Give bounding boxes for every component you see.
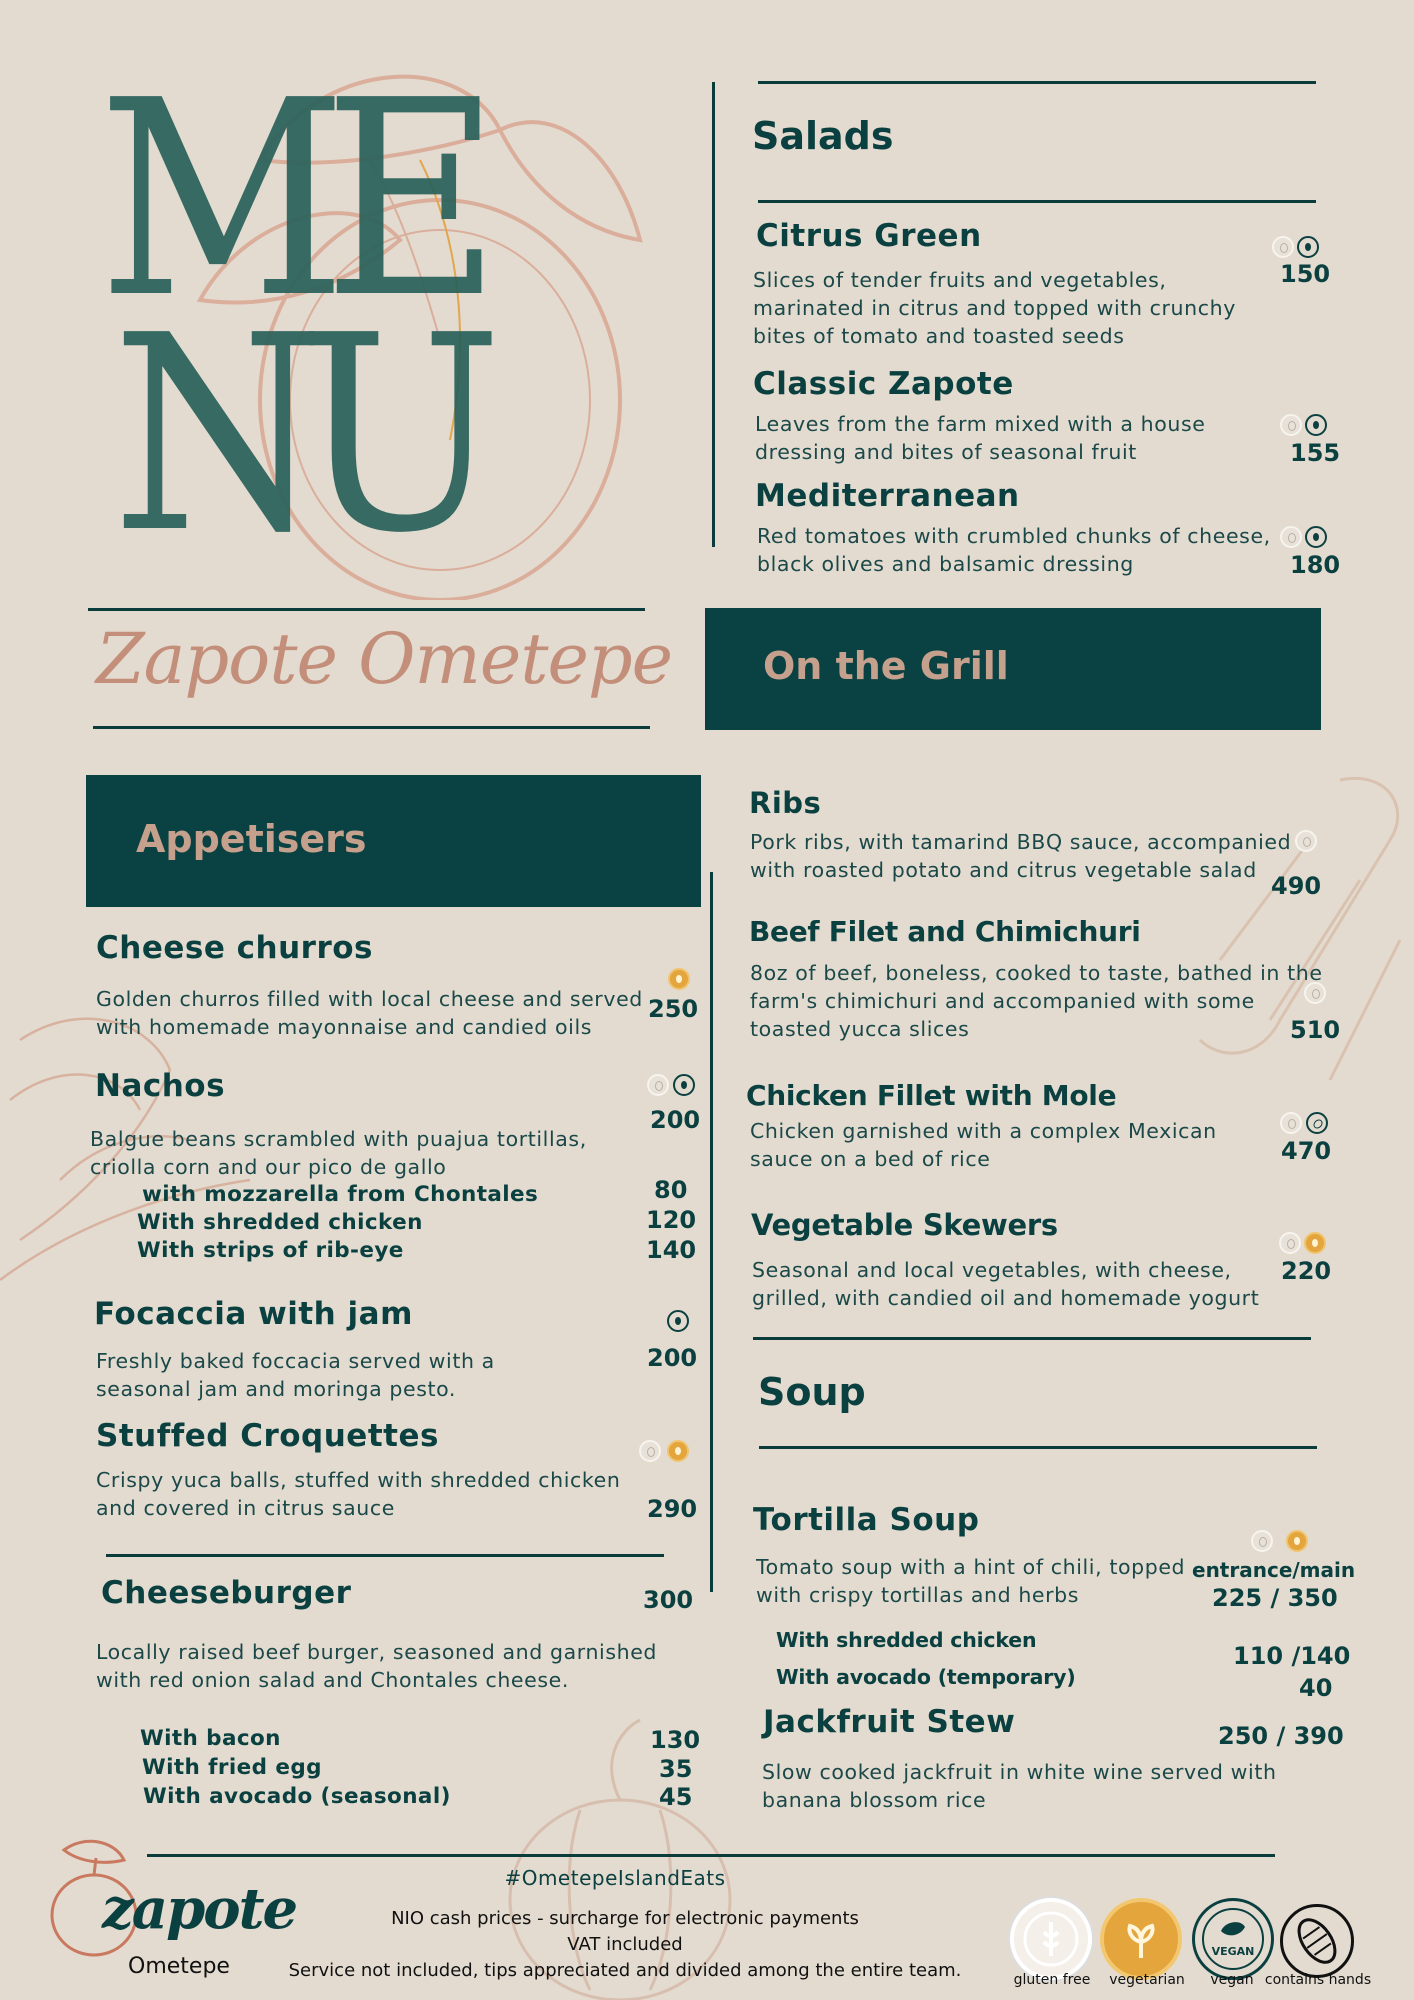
gluten-free-icon <box>1272 236 1294 258</box>
dish-name-cheese-churros: Cheese churros <box>96 930 373 966</box>
desc-tortilla-soup: Tomato soup with a hint of chili, topped with crispy tortillas and herbs <box>756 1555 1186 1607</box>
price-extra-mozzarella: 80 <box>654 1176 688 1204</box>
legend-label-contains-hands: contains hands <box>1264 1972 1372 1988</box>
legend-label-vegan: vegan <box>1210 1972 1254 1988</box>
vegetarian-icon <box>1286 1530 1308 1552</box>
title-rule-bottom <box>93 726 650 729</box>
desc-vegetable-skewers: Seasonal and local vegetables, with cheese, grilled, with candied oil and homemade yogurt <box>752 1258 1260 1310</box>
footer-note-vat: VAT included <box>567 1934 683 1955</box>
grill-heading-band <box>705 608 1321 730</box>
grill-heading: On the Grill <box>763 644 1009 688</box>
dish-name-stuffed-croquettes: Stuffed Croquettes <box>96 1418 439 1454</box>
nuts-icon <box>1306 1112 1328 1134</box>
price-stuffed-croquettes: 290 <box>647 1495 698 1523</box>
soup-rule-bottom <box>759 1446 1317 1449</box>
soup-heading: Soup <box>758 1370 866 1414</box>
extra-bacon: With bacon <box>140 1726 281 1751</box>
price-nachos: 200 <box>650 1106 701 1134</box>
price-cheese-churros: 250 <box>648 995 699 1023</box>
logo-sub: Ometepe <box>128 1954 230 1979</box>
dish-name-jackfruit-stew: Jackfruit Stew <box>763 1704 1016 1740</box>
price-tortilla-soup: 225 / 350 <box>1212 1584 1338 1612</box>
salads-divider <box>712 82 715 547</box>
legend-label-vegetarian: vegetarian <box>1109 1972 1185 1988</box>
salads-heading: Salads <box>752 114 894 158</box>
desc-ribs: Pork ribs, with tamarind BBQ sauce, accompanied with roasted potato and citrus vegetable salad <box>750 830 1292 882</box>
vegetarian-icon <box>667 1440 689 1462</box>
desc-stuffed-croquettes: Crispy yuca balls, stuffed with shredded chicken and covered in citrus sauce <box>96 1468 621 1520</box>
price-chicken-mole: 470 <box>1281 1137 1332 1165</box>
hashtag: #OmetepeIslandEats <box>504 1866 726 1890</box>
price-vegetable-skewers: 220 <box>1281 1257 1332 1285</box>
dish-name-beef-filet: Beef Filet and Chimichuri <box>749 915 1141 948</box>
gluten-free-icon <box>647 1074 669 1096</box>
price-jackfruit-stew: 250 / 390 <box>1218 1722 1344 1750</box>
price-extra-fried-egg: 35 <box>659 1755 693 1783</box>
desc-nachos: Balgue beans scrambled with puajua tortillas, criolla corn and our pico de gallo <box>90 1127 587 1179</box>
extra-shredded-chicken: With shredded chicken <box>137 1210 423 1235</box>
desc-mediterranean: Red tomatoes with crumbled chunks of cheese, black olives and balsamic dressing <box>757 524 1271 576</box>
gluten-free-icon <box>1010 1898 1092 1980</box>
soup-rule-top <box>753 1337 1311 1340</box>
brand-script: Zapote Ometepe <box>96 618 673 700</box>
nuts-icon <box>1280 1904 1354 1978</box>
dish-name-cheeseburger: Cheeseburger <box>101 1575 352 1611</box>
vegan-icon <box>1297 236 1319 258</box>
appetisers-heading-band <box>86 775 701 907</box>
extra-avocado-seasonal: With avocado (seasonal) <box>143 1784 451 1809</box>
gluten-free-icon <box>1280 1112 1302 1134</box>
dish-name-classic-zapote: Classic Zapote <box>753 366 1014 402</box>
price-extra-avocado-seasonal: 45 <box>659 1783 693 1811</box>
appetisers-divider <box>710 872 713 1592</box>
dish-name-chicken-mole: Chicken Fillet with Mole <box>746 1079 1117 1112</box>
logo-word: zapote <box>102 1876 297 1942</box>
extra-mozzarella: with mozzarella from Chontales <box>142 1182 539 1207</box>
desc-focaccia: Freshly baked foccacia served with a seasonal jam and moringa pesto. <box>96 1349 495 1401</box>
salads-rule-bottom <box>758 200 1316 203</box>
vegan-icon <box>1192 1898 1274 1980</box>
dish-name-vegetable-skewers: Vegetable Skewers <box>751 1208 1058 1242</box>
desc-classic-zapote: Leaves from the farm mixed with a house dressing and bites of seasonal fruit <box>755 412 1206 464</box>
footer-rule <box>147 1854 1275 1857</box>
desc-cheese-churros: Golden churros filled with local cheese and served with homemade mayonnaise and candied oils <box>96 987 643 1039</box>
gluten-free-icon <box>1251 1530 1273 1552</box>
footer-note-payments: NIO cash prices - surcharge for electronic payments <box>391 1908 859 1929</box>
burger-rule <box>106 1554 664 1557</box>
dish-name-focaccia: Focaccia with jam <box>94 1296 413 1332</box>
svg-text:VEGAN: VEGAN <box>1211 1945 1255 1958</box>
vegetarian-icon <box>668 968 690 990</box>
extra-soup-shredded-chicken: With shredded chicken <box>776 1628 1037 1652</box>
menu-title-line2: NU <box>112 277 476 592</box>
price-cheeseburger: 300 <box>643 1586 694 1614</box>
ribs-illustration <box>1160 760 1414 1120</box>
price-extra-soup-avocado: 40 <box>1299 1674 1333 1702</box>
gluten-free-icon <box>1280 526 1302 548</box>
desc-jackfruit-stew: Slow cooked jackfruit in white wine served with banana blossom rice <box>762 1760 1277 1812</box>
legend-label-gluten-free: gluten free <box>1013 1972 1091 1988</box>
price-extra-soup-shredded-chicken: 110 /140 <box>1233 1642 1351 1670</box>
salads-rule-top <box>758 81 1316 84</box>
price-mediterranean: 180 <box>1290 551 1341 579</box>
dish-name-ribs: Ribs <box>749 786 822 820</box>
desc-beef-filet: 8oz of beef, boneless, cooked to taste, bathed in the farm's chimichuri and accompanied with some toasted yucca slices <box>750 961 1323 1041</box>
desc-cheeseburger: Locally raised beef burger, seasoned and garnished with red onion salad and Chontales cheese. <box>96 1640 658 1692</box>
vegan-icon <box>673 1074 695 1096</box>
vegetarian-icon <box>1100 1898 1182 1980</box>
footer-note-service: Service not included, tips appreciated and divided among the entire team. <box>288 1960 962 1981</box>
extra-fried-egg: With fried egg <box>142 1755 322 1780</box>
dish-name-mediterranean: Mediterranean <box>755 478 1020 514</box>
price-citrus-green: 150 <box>1280 260 1331 288</box>
desc-citrus-green: Slices of tender fruits and vegetables, marinated in citrus and topped with crunchy bites of tomato and toasted seeds <box>753 268 1236 348</box>
title-rule-top <box>88 608 645 611</box>
dish-name-tortilla-soup: Tortilla Soup <box>753 1502 980 1538</box>
extra-rib-eye: With strips of rib-eye <box>137 1238 404 1263</box>
vegetarian-icon <box>1304 1232 1326 1254</box>
price-extra-bacon: 130 <box>650 1726 701 1754</box>
extra-soup-avocado: With avocado (temporary) <box>776 1665 1076 1689</box>
gluten-free-icon <box>1280 414 1302 436</box>
price-ribs: 490 <box>1271 872 1322 900</box>
gluten-free-icon <box>1279 1232 1301 1254</box>
dish-name-nachos: Nachos <box>95 1068 226 1104</box>
vegan-icon <box>1305 414 1327 436</box>
price-classic-zapote: 155 <box>1290 439 1341 467</box>
price-focaccia: 200 <box>647 1344 698 1372</box>
price-beef-filet: 510 <box>1290 1016 1341 1044</box>
vegan-icon <box>667 1310 689 1332</box>
appetisers-heading: Appetisers <box>136 817 367 861</box>
menu-title-line1: ME <box>98 42 478 357</box>
price-extra-rib-eye: 140 <box>646 1236 697 1264</box>
desc-chicken-mole: Chicken garnished with a complex Mexican sauce on a bed of rice <box>750 1119 1217 1171</box>
dish-name-citrus-green: Citrus Green <box>756 218 982 254</box>
price-extra-shredded-chicken: 120 <box>646 1206 697 1234</box>
tortilla-size-label: entrance/main <box>1192 1558 1356 1582</box>
vegan-icon <box>1305 526 1327 548</box>
gluten-free-icon <box>639 1440 661 1462</box>
pumpkin-illustration <box>480 1700 760 2000</box>
